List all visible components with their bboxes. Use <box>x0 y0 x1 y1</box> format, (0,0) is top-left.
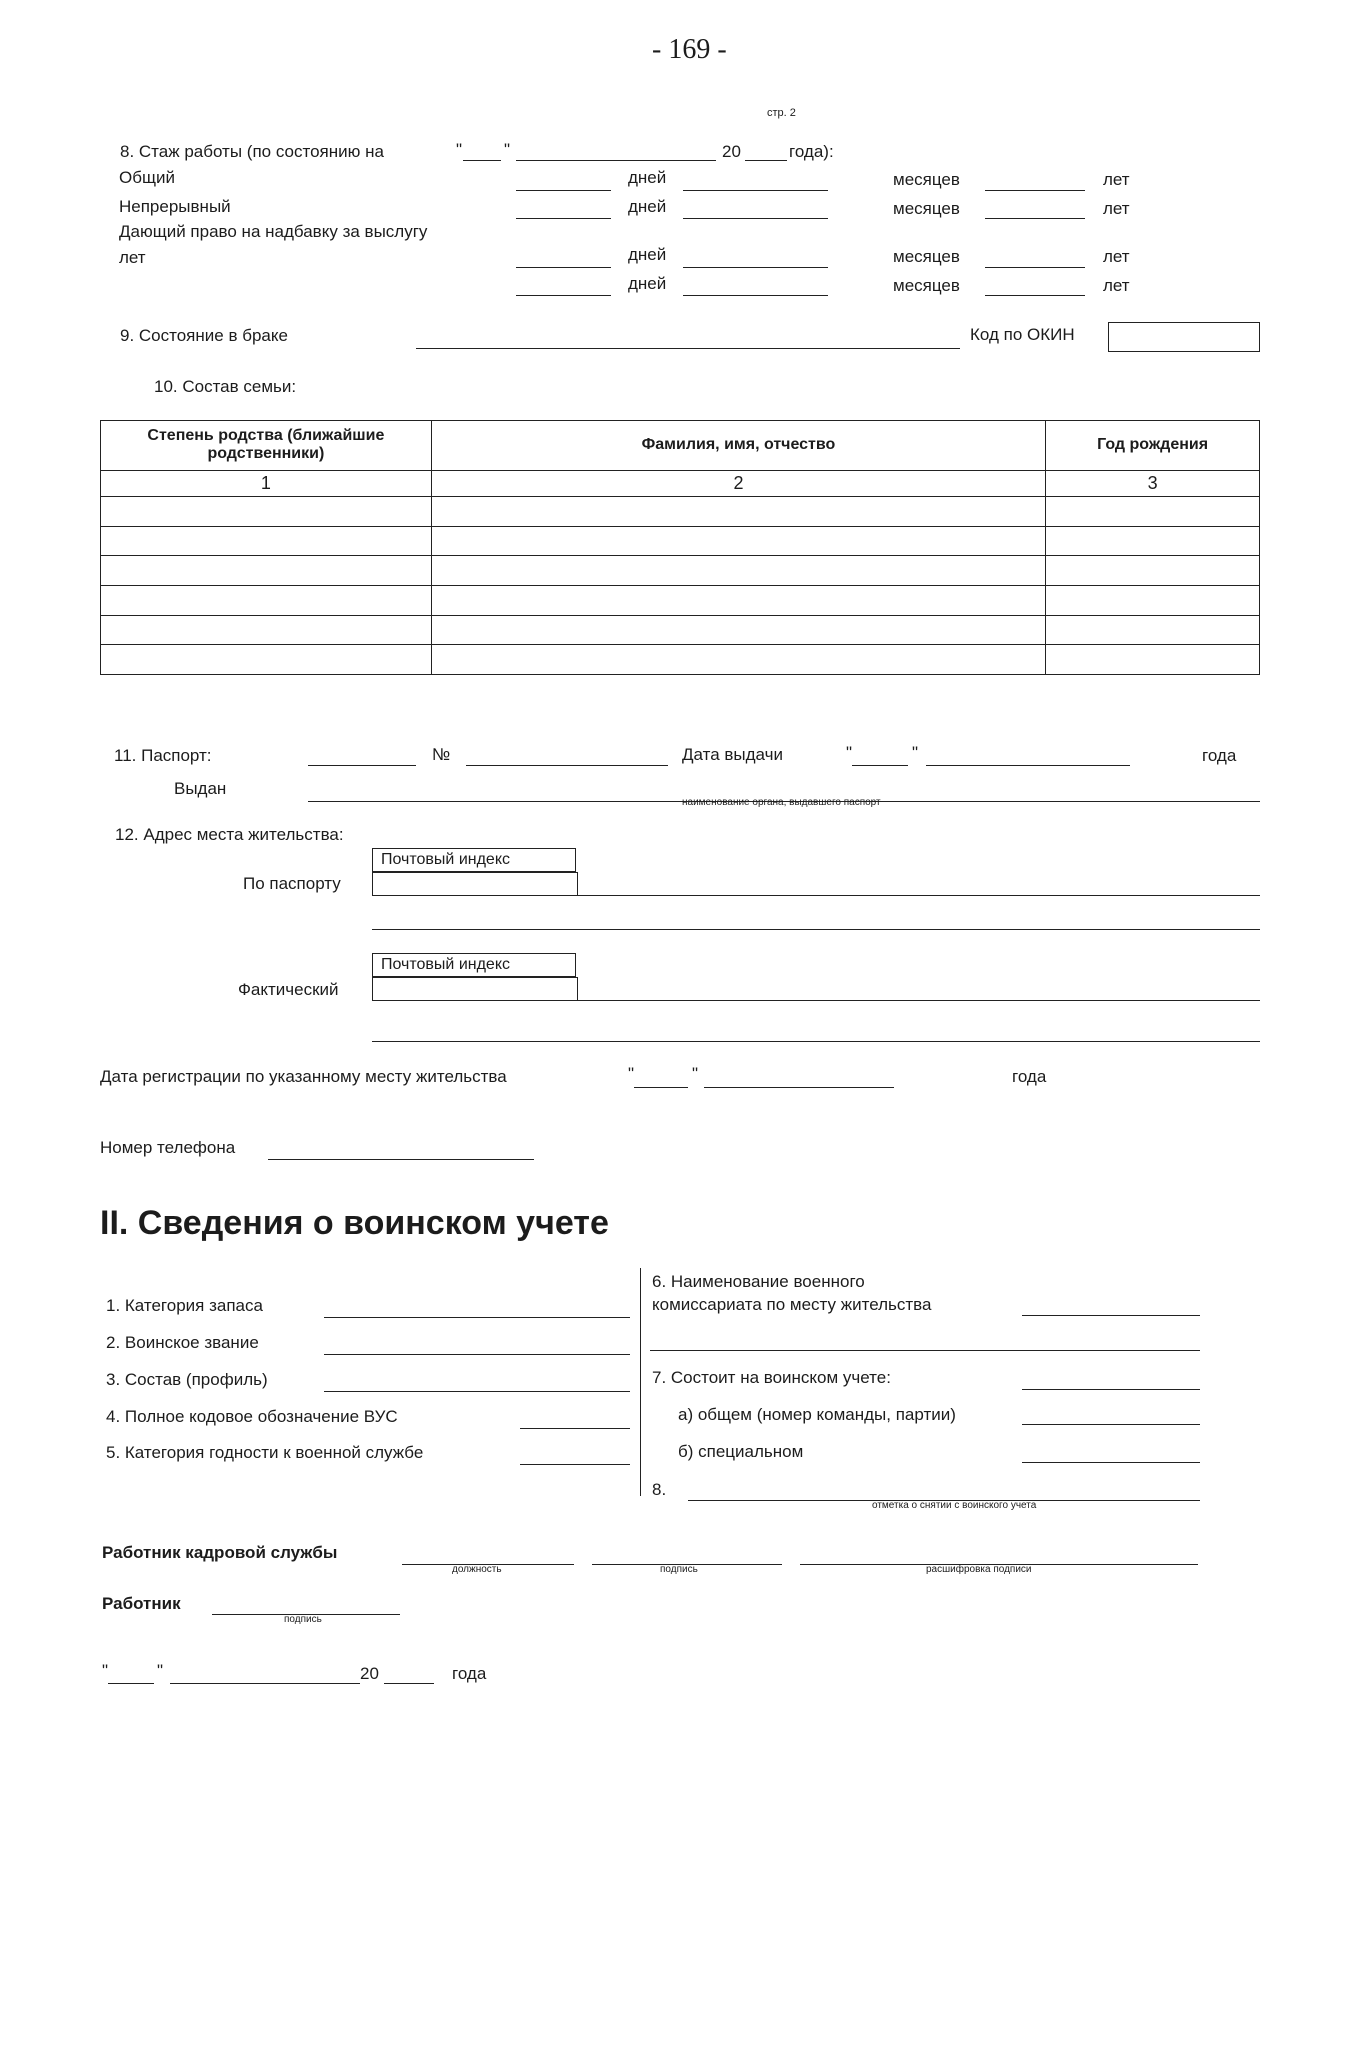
table-row <box>101 497 1260 527</box>
table-row <box>101 615 1260 645</box>
passport-postal-index-input[interactable] <box>372 872 578 896</box>
table-row <box>101 526 1260 556</box>
military-item-7a: а) общем (номер команды, партии) <box>678 1405 956 1424</box>
table-cell[interactable] <box>1046 586 1260 616</box>
passport-postal-index-box[interactable] <box>372 848 576 872</box>
stazh-bonus-months-field[interactable] <box>683 267 828 268</box>
table-cell[interactable] <box>1046 526 1260 556</box>
stazh-row-bonus-label-cont: лет <box>119 248 146 267</box>
stazh-bonus-days-field[interactable] <box>516 267 611 268</box>
table-cell[interactable] <box>101 586 432 616</box>
address-label: 12. Адрес места жительства: <box>115 825 344 844</box>
hr-decode-caption: расшифровка подписи <box>926 1564 1032 1575</box>
reg-date-quote-close: " <box>692 1064 699 1083</box>
actual-postal-index-input[interactable] <box>372 977 578 1001</box>
worker-signature-caption: подпись <box>284 1614 322 1625</box>
actual-address-line-2[interactable] <box>372 1041 1260 1042</box>
military-item-7: 7. Состоит на воинском учете: <box>652 1368 891 1387</box>
page-label: стр. 2 <box>767 107 796 119</box>
military-item-6-line2: комиссариата по месту жительства <box>652 1295 932 1314</box>
stazh-year-line[interactable] <box>745 160 787 161</box>
military-item-3: 3. Состав (профиль) <box>106 1370 268 1389</box>
military-item-2: 2. Воинское звание <box>106 1333 259 1352</box>
marital-label: 9. Состояние в браке <box>120 326 288 345</box>
military-item-7b: б) специальном <box>678 1442 804 1461</box>
family-header-name: Фамилия, имя, отчество <box>431 421 1045 471</box>
military-item-5: 5. Категория годности к военной службе <box>106 1443 424 1462</box>
reg-year-label: года <box>1012 1067 1047 1086</box>
family-label: 10. Состав семьи: <box>154 377 297 396</box>
passport-issued-by-label: Выдан <box>174 779 227 798</box>
table-cell[interactable] <box>101 645 432 675</box>
stazh-date-open: " <box>456 140 463 159</box>
stazh-general-years-field[interactable] <box>985 190 1085 191</box>
stazh-date-close: " <box>504 140 511 159</box>
hr-signature-caption: подпись <box>660 1564 698 1575</box>
table-cell[interactable] <box>431 615 1045 645</box>
table-cell[interactable] <box>101 615 432 645</box>
passport-number-sign: № <box>432 745 451 764</box>
okin-box[interactable] <box>1108 322 1260 352</box>
hr-position-caption: должность <box>452 1564 502 1575</box>
by-passport-label: По паспорту <box>243 874 341 893</box>
passport-series-field[interactable] <box>308 765 416 766</box>
stazh-general-days-field[interactable] <box>516 190 611 191</box>
stazh-continuous-days: дней <box>628 197 667 216</box>
stazh-continuous-years-field[interactable] <box>985 218 1085 219</box>
worker-label: Работник <box>102 1594 181 1613</box>
military-field-2[interactable] <box>324 1354 630 1355</box>
reg-date-quote-open: " <box>628 1064 635 1083</box>
stazh-bonus-days: дней <box>628 245 667 264</box>
stazh-bonus2-days-field[interactable] <box>516 295 611 296</box>
stazh-continuous-years: лет <box>1103 199 1130 218</box>
military-field-7[interactable] <box>1022 1389 1200 1390</box>
stazh-bonus-months: месяцев <box>893 247 960 266</box>
reg-month-field[interactable] <box>704 1087 894 1088</box>
table-cell[interactable] <box>1046 615 1260 645</box>
table-cell[interactable] <box>431 556 1045 586</box>
family-header-year: Год рождения <box>1046 421 1260 471</box>
military-item-8-caption: отметка о снятии с воинского учета <box>872 1500 1037 1511</box>
stazh-bonus2-months: месяцев <box>893 276 960 295</box>
stazh-row-general-label: Общий <box>119 168 175 187</box>
final-year-field[interactable] <box>384 1683 434 1684</box>
military-field-6[interactable] <box>1022 1315 1200 1316</box>
stazh-bonus2-days: дней <box>628 274 667 293</box>
okin-label: Код по ОКИН <box>970 325 1075 344</box>
stazh-bonus-years: лет <box>1103 247 1130 266</box>
stazh-general-months-field[interactable] <box>683 190 828 191</box>
final-date-quote-close: " <box>157 1661 164 1680</box>
table-cell[interactable] <box>1046 556 1260 586</box>
passport-year-label: года <box>1202 746 1237 765</box>
stazh-general-months: месяцев <box>893 170 960 189</box>
final-month-field[interactable] <box>170 1683 360 1684</box>
stazh-general-days: дней <box>628 168 667 187</box>
table-cell[interactable] <box>101 497 432 527</box>
family-table <box>100 420 1260 675</box>
table-cell[interactable] <box>101 556 432 586</box>
reg-day-field[interactable] <box>634 1087 688 1088</box>
hr-worker-label: Работник кадровой службы <box>102 1543 338 1562</box>
military-divider <box>640 1268 641 1496</box>
phone-field[interactable] <box>268 1159 534 1160</box>
reg-date-label: Дата регистрации по указанному месту жительства <box>100 1067 507 1086</box>
stazh-year-suffix: года): <box>789 142 834 161</box>
military-item-4: 4. Полное кодовое обозначение ВУС <box>106 1407 398 1426</box>
military-item-6-line1: 6. Наименование военного <box>652 1272 865 1291</box>
final-day-field[interactable] <box>108 1683 154 1684</box>
stazh-continuous-months-field[interactable] <box>683 218 828 219</box>
family-col-num-1: 1 <box>101 470 432 496</box>
table-row <box>101 586 1260 616</box>
family-col-num-3: 3 <box>1046 470 1260 496</box>
stazh-continuous-months: месяцев <box>893 199 960 218</box>
family-header-relation: Степень родства (ближайшие родственники) <box>101 421 432 471</box>
final-date-quote-open: " <box>102 1661 109 1680</box>
military-item-1: 1. Категория запаса <box>106 1296 263 1315</box>
stazh-row-bonus-label: Дающий право на надбавку за выслугу <box>119 222 428 241</box>
passport-number-field[interactable] <box>466 765 668 766</box>
final-year-suffix: года <box>452 1664 487 1683</box>
passport-label: 11. Паспорт: <box>114 746 212 765</box>
stazh-general-years: лет <box>1103 170 1130 189</box>
table-cell[interactable] <box>1046 645 1260 675</box>
table-row <box>101 556 1260 586</box>
military-title: II. Сведения о воинском учете <box>100 1204 609 1242</box>
passport-month-field[interactable] <box>926 765 1130 766</box>
stazh-month-line[interactable] <box>516 160 716 161</box>
passport-day-field[interactable] <box>852 765 908 766</box>
family-col-num-2: 2 <box>431 470 1045 496</box>
stazh-continuous-days-field[interactable] <box>516 218 611 219</box>
passport-quote-close: " <box>912 743 919 762</box>
actual-address-label: Фактический <box>238 980 339 999</box>
military-field-3[interactable] <box>324 1391 630 1392</box>
stazh-bonus2-years: лет <box>1103 276 1130 295</box>
military-field-7b[interactable] <box>1022 1462 1200 1463</box>
table-cell[interactable] <box>431 586 1045 616</box>
marital-field[interactable] <box>416 348 960 349</box>
by-passport-address-line-1[interactable] <box>576 895 1260 896</box>
stazh-bonus2-months-field[interactable] <box>683 295 828 296</box>
military-field-6b[interactable] <box>650 1350 1200 1351</box>
actual-address-line-1[interactable] <box>576 1000 1260 1001</box>
military-field-5[interactable] <box>520 1464 630 1465</box>
stazh-bonus-years-field[interactable] <box>985 267 1085 268</box>
table-cell[interactable] <box>431 497 1045 527</box>
military-field-7a[interactable] <box>1022 1424 1200 1425</box>
passport-quote-open: " <box>846 743 853 762</box>
by-passport-address-line-2[interactable] <box>372 929 1260 930</box>
stazh-day-line[interactable] <box>463 160 501 161</box>
passport-issued-by-caption: наименование органа, выдавшего паспорт <box>682 797 881 808</box>
actual-postal-index-box[interactable] <box>372 953 576 977</box>
stazh-heading: 8. Стаж работы (по состоянию на <box>120 142 384 161</box>
final-year-prefix: 20 <box>360 1664 379 1683</box>
military-field-1[interactable] <box>324 1317 630 1318</box>
postal-index-label: Почтовый индекс <box>381 851 510 868</box>
stazh-bonus2-years-field[interactable] <box>985 295 1085 296</box>
phone-label: Номер телефона <box>100 1138 236 1157</box>
passport-issue-date-label: Дата выдачи <box>682 745 783 764</box>
table-cell[interactable] <box>101 526 432 556</box>
military-item-8: 8. <box>652 1480 667 1499</box>
page-number: - 169 - <box>652 34 727 65</box>
table-row <box>101 645 1260 675</box>
table-cell[interactable] <box>1046 497 1260 527</box>
military-field-4[interactable] <box>520 1428 630 1429</box>
table-cell[interactable] <box>431 526 1045 556</box>
stazh-row-continuous-label: Непрерывный <box>119 197 231 216</box>
postal-index-label: Почтовый индекс <box>381 956 510 973</box>
table-cell[interactable] <box>431 645 1045 675</box>
stazh-year-prefix: 20 <box>722 142 741 161</box>
